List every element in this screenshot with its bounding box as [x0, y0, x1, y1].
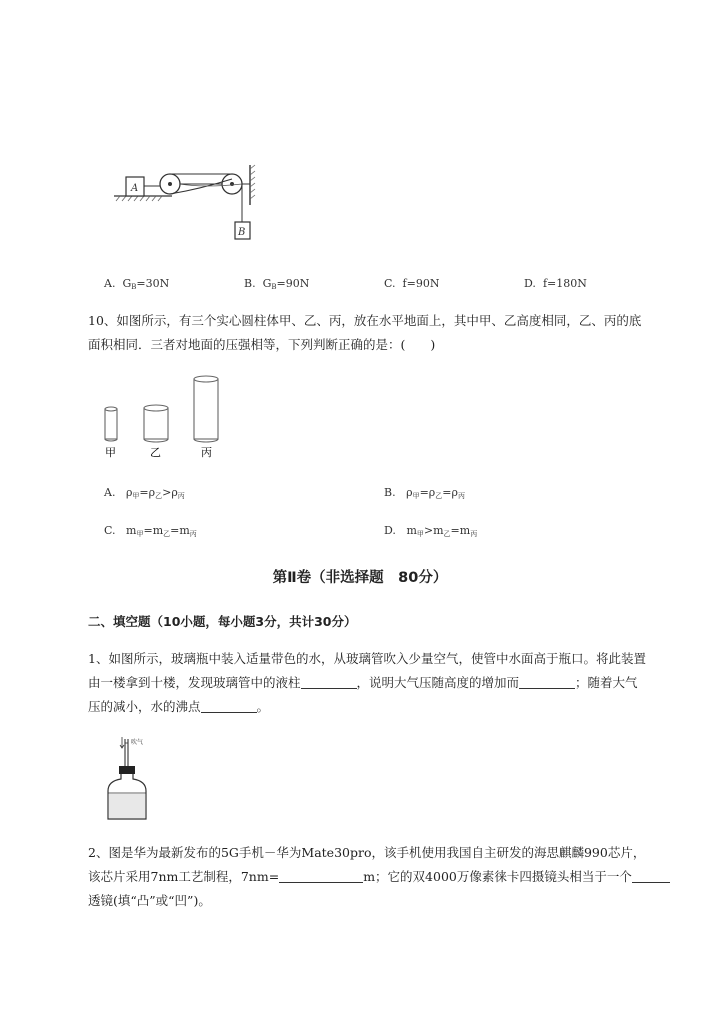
option-subscript: B	[131, 283, 137, 291]
subscript: 丙	[457, 492, 465, 500]
q2-text-line2	[88, 869, 670, 885]
blow-label: 吹气	[131, 739, 144, 746]
option-letter: D.	[384, 524, 396, 537]
symbol: ρ	[451, 486, 458, 499]
option-symbol: G	[262, 277, 272, 290]
text-segment: 压的减小，水的沸点	[88, 699, 201, 714]
q10-option-a	[104, 486, 185, 501]
q1-text-line2	[88, 675, 638, 691]
option-letter: B.	[384, 486, 396, 499]
operator: =	[442, 486, 452, 499]
operator: =	[170, 524, 180, 537]
q10-text-line2: 面积相同．三者对地面的压强相等，下列判断正确的是：( )	[88, 337, 436, 352]
stopper	[119, 766, 135, 774]
option-value: f=90N	[402, 277, 440, 290]
operator: =	[419, 486, 429, 499]
operator: =	[143, 524, 153, 537]
blank-1[interactable]	[301, 676, 357, 689]
q10-option-b	[384, 486, 465, 501]
cylinder-yi	[144, 405, 168, 442]
subscript: 乙	[163, 530, 171, 538]
symbol: m	[126, 524, 137, 537]
bottle-figure	[104, 735, 154, 823]
q9-option-d	[524, 277, 587, 290]
symbol: m	[152, 524, 164, 537]
symbol: m	[433, 524, 444, 537]
cylinders-figure	[98, 372, 228, 464]
subscript: 乙	[443, 530, 451, 538]
subscript: 甲	[412, 492, 420, 500]
symbol: m	[406, 524, 417, 537]
block-b-label: B	[238, 227, 246, 238]
operator: >	[423, 524, 434, 537]
option-value: =90N	[276, 277, 310, 290]
symbol: ρ	[171, 486, 178, 499]
cylinder-label-jia: 甲	[105, 446, 116, 459]
q2-text-line3: 透镜(填“凸”或“凹”)。	[88, 893, 211, 908]
q1-text-line3	[88, 699, 269, 715]
q9-option-a	[104, 277, 169, 291]
symbol: ρ	[148, 486, 156, 499]
text-segment: m；它的双4000万像素徕卡四摄镜头相当于一个	[363, 869, 632, 884]
option-symbol: G	[122, 277, 132, 290]
option-subscript: B	[271, 283, 277, 291]
q10-option-d	[384, 524, 477, 539]
q10-text-line1: 10、如图所示，有三个实心圆柱体甲、乙、丙，放在水平地面上，其中甲、乙高度相同，乙、丙的底	[88, 313, 642, 328]
section-heading: 二、填空题（10小题，每小题3分，共计30分）	[88, 614, 357, 629]
subscript: 丙	[189, 530, 197, 538]
blank-3[interactable]	[201, 700, 257, 713]
subscript: 甲	[416, 530, 424, 538]
block-a-label: A	[131, 183, 139, 194]
option-letter: B.	[244, 277, 256, 290]
blank-4[interactable]	[279, 870, 363, 883]
q9-option-b	[244, 277, 309, 291]
subscript: 甲	[132, 492, 140, 500]
q9-option-c	[384, 277, 439, 290]
pulley-figure	[110, 165, 270, 245]
option-letter: A.	[104, 486, 116, 499]
part-ii-title: 第Ⅱ卷（非选择题 80分）	[272, 570, 448, 586]
option-value: =30N	[136, 277, 170, 290]
option-letter: A.	[104, 277, 116, 290]
symbol: m	[459, 524, 471, 537]
option-letter: D.	[524, 277, 536, 290]
symbol: ρ	[125, 486, 133, 499]
operator: >	[162, 486, 172, 499]
subscript: 甲	[136, 530, 144, 538]
cylinder-label-bing: 丙	[201, 446, 212, 459]
text-segment: ，说明大气压随高度的增加而	[356, 675, 520, 690]
operator: =	[139, 486, 149, 499]
q1-text-line1: 1、如图所示，玻璃瓶中装入适量带色的水，从玻璃管吹入少量空气，使管中水面高于瓶口。将此装置	[88, 651, 646, 666]
symbol: ρ	[406, 486, 413, 499]
option-value: f=180N	[542, 277, 587, 290]
cylinder-label-yi: 乙	[150, 446, 161, 459]
blank-2[interactable]	[519, 676, 575, 689]
q2-text-line1: 2、图是华为最新发布的5G手机－华为Mate30pro，该手机使用我国自主研发的海思麒麟990芯片，	[88, 845, 646, 860]
subscript: 丙	[470, 530, 478, 538]
text-segment: 由一楼拿到十楼，发现玻璃管中的液柱	[88, 675, 301, 690]
subscript: 乙	[435, 492, 443, 500]
text-segment: 该芯片采用7nm工艺制程，7nm=	[88, 869, 280, 884]
subscript: 乙	[155, 492, 163, 500]
text-segment: 。	[256, 699, 270, 714]
cylinder-jia	[105, 407, 117, 441]
operator: =	[450, 524, 460, 537]
symbol: ρ	[428, 486, 436, 499]
q10-option-c	[104, 524, 197, 539]
subscript: 丙	[177, 492, 185, 500]
cylinder-bing	[194, 376, 218, 442]
text-segment: ；随着大气	[575, 675, 638, 690]
option-letter: C.	[104, 524, 116, 537]
blank-5[interactable]	[632, 870, 670, 883]
symbol: m	[179, 524, 190, 537]
option-letter: C.	[384, 277, 396, 290]
